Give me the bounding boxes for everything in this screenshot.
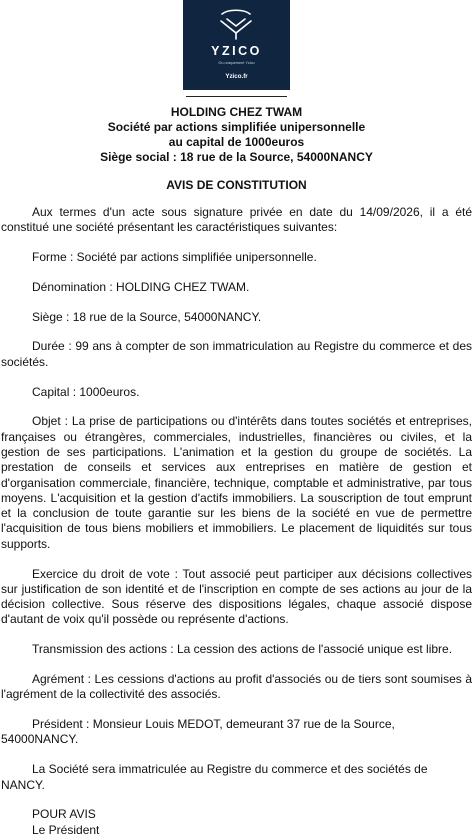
logo-brand-name: YZICO xyxy=(211,44,262,58)
paragraph-duration: Durée : 99 ans à compter de son immatriculation au Registre du commerce et des sociétés. xyxy=(1,339,472,369)
paragraph-denomination: Dénomination : HOLDING CHEZ TWAM. xyxy=(32,279,250,294)
signature-block xyxy=(1,807,472,838)
company-header xyxy=(0,105,473,165)
signature-president: Le Président xyxy=(32,822,100,837)
paragraph-registration: La Société sera immatriculée au Registre du commerce et des sociétés de NANCY. xyxy=(1,762,428,792)
company-name: HOLDING CHEZ TWAM xyxy=(170,105,303,119)
paragraph-intro: Aux termes d'un acte sous signature privée en date du 14/09/2026, il a été constitué une société présentant les caractéristiques suivantes: xyxy=(1,205,472,235)
paragraph-capital: Capital : 1000euros. xyxy=(32,384,140,399)
share-capital: au capital de 1000euros xyxy=(168,135,305,149)
paragraph-form: Forme : Société par actions simplifiée unipersonnelle. xyxy=(32,250,317,265)
notice-title: AVIS DE CONSTITUTION xyxy=(166,178,307,192)
yzico-logo xyxy=(183,0,290,90)
legal-form: Société par actions simplifiée unipersonnelle xyxy=(107,120,366,134)
paragraph-president: Président : Monsieur Louis MEDOT, demeurant 37 rue de la Source, 54000NANCY. xyxy=(1,717,395,747)
registered-office: Siège social : 18 rue de la Source, 54000NANCY xyxy=(100,150,373,164)
logo-url: Yzico.fr xyxy=(225,73,248,80)
paragraph-approval: Agrément : Les cessions d'actions au profit d'associés ou de tiers sont soumises à l'agrément de la collectivité des associés. xyxy=(1,672,472,702)
logo-tagline: Ou uniquement Yzico xyxy=(218,61,255,65)
paragraph-seat: Siège : 18 rue de la Source, 54000NANCY. xyxy=(32,309,262,324)
paragraph-share-transfer: Transmission des actions : La cession des actions de l'associé unique est libre. xyxy=(32,642,453,657)
paragraph-voting-rights: Exercice du droit de vote : Tout associé peut participer aux décisions collectives sur justification de son identité et de l'inscription en compte de ses actions au jour de la décision collective. Sous réserve des dispositions légales, chaque associé dispose d'autant de voix qu'il possède ou représente d'actions. xyxy=(1,566,472,627)
notice-body xyxy=(1,205,472,838)
signature-for-notice: POUR AVIS xyxy=(32,807,96,822)
logo-divider xyxy=(186,96,287,97)
yzico-emblem-icon xyxy=(216,6,256,42)
paragraph-purpose: Objet : La prise de participations ou d'intérêts dans toutes sociétés et entreprises, françaises ou étrangères, commerciales, industrielles, financières ou civiles, et la gestion de ses participations. L'animation et la gestion du groupe de sociétés. La prestation de conseils et services aux entreprises en matière de gestion et d'organisation commerciale, financière, technique, comptable et administrative, par tous moyens. L'acquisition et la gestion d'actifs immobiliers. La souscription de tout emprunt et la conclusion de toute garantie sur les biens de la société en vue de permettre l'acquisition de tous biens mobiliers et immobiliers. Le placement de liquidités sur tous supports. xyxy=(1,414,472,551)
